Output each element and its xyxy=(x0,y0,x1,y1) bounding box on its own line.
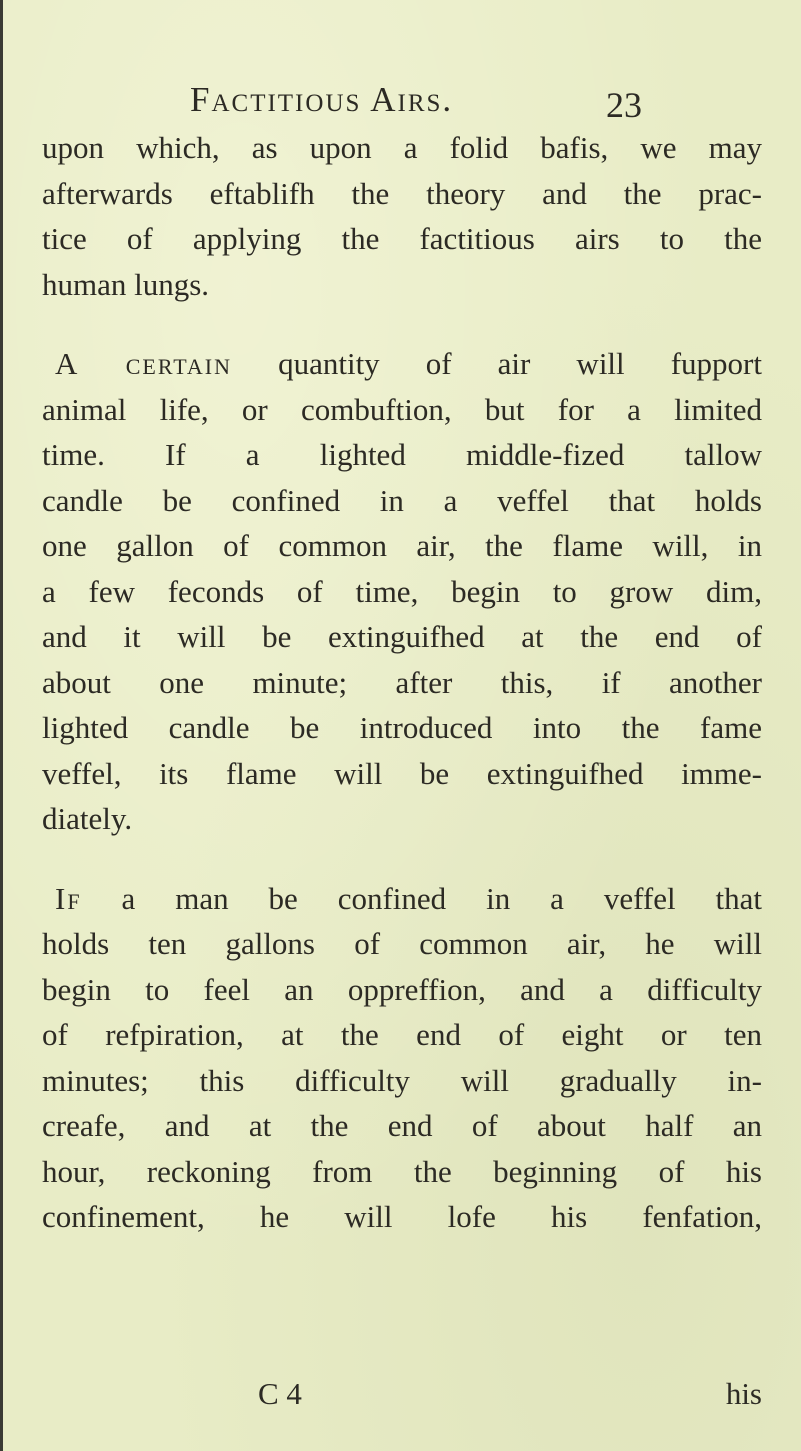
text-run: quantity of air will fupport xyxy=(232,346,762,381)
page-number: 23 xyxy=(606,85,642,125)
text-line: time. If a lighted middle-fized tallow xyxy=(42,437,762,472)
paragraph-gap xyxy=(42,842,762,876)
text-line-first xyxy=(42,876,762,922)
paragraph-gap xyxy=(42,307,762,341)
text-line: a few feconds of time, begin to grow dim, xyxy=(42,573,762,609)
page-edge xyxy=(0,0,3,1451)
text-line: tice of applying the factitious airs to the xyxy=(42,221,762,256)
text-line: animal life, or combuftion, but for a limited xyxy=(42,391,762,427)
signature-mark: C 4 xyxy=(258,1376,302,1411)
page-header xyxy=(190,80,642,125)
page-footer xyxy=(42,1376,762,1420)
running-head: Factitious Airs. xyxy=(190,80,454,119)
paragraph-1 xyxy=(42,125,762,307)
text-line: upon which, as upon a folid bafis, we may xyxy=(42,130,762,165)
text-line: human lungs. xyxy=(42,266,210,302)
text-line: afterwards eftablifh the theory and the prac- xyxy=(42,175,762,211)
text-line: about one minute; after this, if another xyxy=(42,664,762,700)
text-line: veffel, its flame will be extinguifhed imme- xyxy=(42,755,762,791)
text-line: hour, reckoning from the beginning of his xyxy=(42,1153,762,1189)
paragraph-2 xyxy=(42,341,762,842)
text-line: of refpiration, at the end of eight or ten xyxy=(42,1017,762,1052)
text-line: candle be confined in a veffel that holds xyxy=(42,482,762,518)
paragraph-3 xyxy=(42,876,762,1240)
text-line: lighted candle be introduced into the fame xyxy=(42,710,762,745)
text-line: minutes; this difficulty will gradually in- xyxy=(42,1062,762,1098)
body-text xyxy=(42,125,762,1240)
catchword: his xyxy=(725,1376,762,1411)
text-line: diately. xyxy=(42,801,133,836)
paragraph-lead: A certain xyxy=(55,346,232,381)
text-line: holds ten gallons of common air, he will xyxy=(42,926,762,961)
text-line: creafe, and at the end of about half an xyxy=(42,1108,762,1143)
text-line: confinement, he will lofe his fenfation, xyxy=(42,1199,762,1234)
text-line: and it will be extinguifhed at the end of xyxy=(42,619,762,654)
text-line: begin to feel an oppreffion, and a difficulty xyxy=(42,971,762,1007)
text-line-first xyxy=(42,341,762,387)
text-line: one gallon of common air, the flame will, in xyxy=(42,528,762,563)
paragraph-lead: If xyxy=(55,880,82,916)
text-run: a man be confined in a veffel that xyxy=(81,880,762,916)
